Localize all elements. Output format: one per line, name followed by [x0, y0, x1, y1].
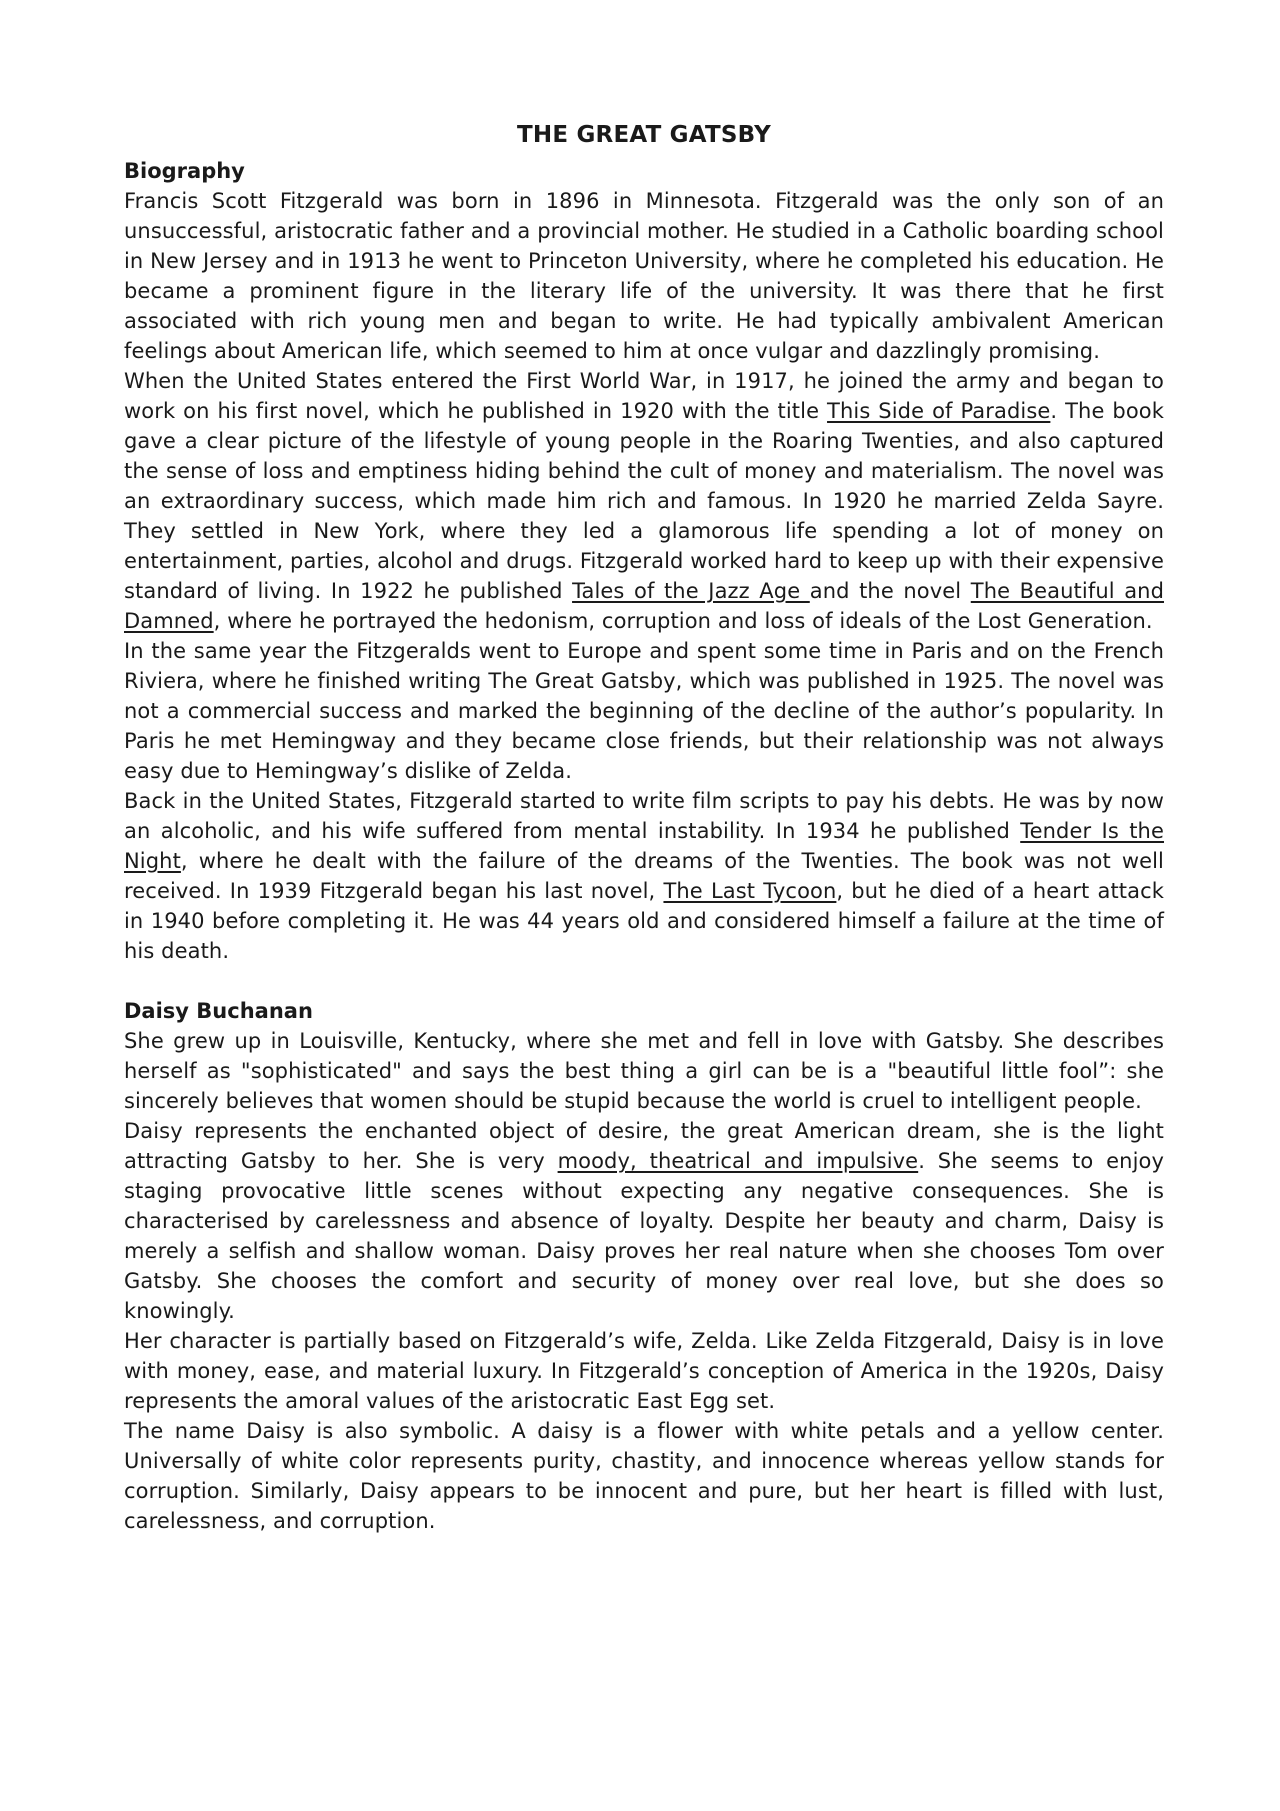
- section-spacer: [124, 966, 1164, 996]
- biography-paragraph-3: In the same year the Fitzgeralds went to Europe and spent some time in Paris and on the French Riviera, where he finished writing The Great Gatsby, which was published in 1925. The novel was not a commercial success and marked the beginning of the decline of the author’s popularity. In Paris he met Hemingway and they became close friends, but their relationship was not always easy due to Hemingway’s dislike of Zelda.: [124, 639, 1164, 783]
- document-page: [124, 120, 1164, 1536]
- text-run: , where he dealt with the failure of the dreams of the Twenties. The book was not well received. In 1939 Fitzgerald began his last novel,: [124, 849, 1164, 903]
- text-run: , where he portrayed the hedonism, corruption and loss of ideals of the Lost Generation.: [213, 609, 1153, 633]
- daisy-heading: Daisy Buchanan: [124, 999, 313, 1023]
- text-run: and the novel: [809, 579, 971, 603]
- text-run: When the United States entered the First World War, in 1917, he joined the army and began to work on his first novel, which he published in 1920 with the title: [124, 369, 1164, 423]
- biography-section: [124, 156, 1164, 966]
- daisy-paragraph-1: She grew up in Louisville, Kentucky, where she met and fell in love with Gatsby. She describes herself as "sophisticated" and says the best thing a girl can be is a "beautiful little fool”: she sincerely believes that women should be stupid because the world is cruel to intelligent people.: [124, 1029, 1164, 1113]
- daisy-paragraph-2: [124, 1116, 1164, 1326]
- book-title-the-beautiful-and-damned: The Beautiful and Damned: [124, 579, 1164, 633]
- book-title-tender-is-the-night: Tender Is the Night: [124, 819, 1164, 873]
- daisy-section: [124, 996, 1164, 1536]
- book-title-this-side-of-paradise: This Side of Paradise: [827, 399, 1051, 423]
- document-title: THE GREAT GATSBY: [517, 122, 771, 148]
- biography-paragraph-1: Francis Scott Fitzgerald was born in 1896 in Minnesota. Fitzgerald was the only son of an unsuccessful, aristocratic father and a provincial mother. He studied in a Catholic boarding school in New Jersey and in 1913 he went to Princeton University, where he completed his education. He became a prominent figure in the literary life of the university. It was there that he first associated with rich young men and began to write. He had typically ambivalent American feelings about American life, which seemed to him at once vulgar and dazzlingly promising.: [124, 189, 1164, 363]
- biography-paragraph-2: [124, 366, 1164, 636]
- daisy-paragraph-3: Her character is partially based on Fitzgerald’s wife, Zelda. Like Zelda Fitzgerald, Daisy is in love with money, ease, and material luxury. In Fitzgerald’s conception of America in the 1920s, Daisy represents the amoral values of the aristocratic East Egg set.: [124, 1329, 1164, 1413]
- book-title-the-last-tycoon: The Last Tycoon: [663, 879, 837, 903]
- underlined-traits: moody, theatrical and impulsive: [557, 1149, 919, 1173]
- daisy-paragraph-4: The name Daisy is also symbolic. A daisy is a flower with white petals and a yellow center. Universally of white color represents purity, chastity, and innocence whereas yellow stands for corruption. Similarly, Daisy appears to be innocent and pure, but her heart is filled with lust, carelessness, and corruption.: [124, 1419, 1164, 1533]
- text-run: . She seems to enjoy staging provocative little scenes without expecting any negative consequences. She is characterised by carelessness and absence of loyalty. Despite her beauty and charm, Daisy is merely a selfish and shallow woman. Daisy proves her real nature when she chooses Tom over Gatsby. She chooses the comfort and security of money over real love, but she does so knowingly.: [124, 1149, 1164, 1323]
- text-run: , but he died of a heart attack in 1940 before completing it. He was 44 years old and considered himself a failure at the time of his death.: [124, 879, 1164, 963]
- text-run: Daisy represents the enchanted object of desire, the great American dream, she is the light attracting Gatsby to her. She is very: [124, 1119, 1164, 1173]
- biography-heading: Biography: [124, 159, 245, 183]
- book-title-tales-of-the-jazz-age: Tales of the Jazz Age: [572, 579, 810, 603]
- biography-paragraph-4: [124, 786, 1164, 966]
- text-run: . The book gave a clear picture of the lifestyle of young people in the Roaring Twenties, and also captured the sense of loss and emptiness hiding behind the cult of money and materialism. The novel was an extraordinary success, which made him rich and famous. In 1920 he married Zelda Sayre. They settled in New York, where they led a glamorous life spending a lot of money on entertainment, parties, alcohol and drugs. Fitzgerald worked hard to keep up with their expensive standard of living. In 1922 he published: [124, 399, 1165, 603]
- text-run: Back in the United States, Fitzgerald started to write film scripts to pay his debts. He was by now an alcoholic, and his wife suffered from mental instability. In 1934 he published: [124, 789, 1164, 843]
